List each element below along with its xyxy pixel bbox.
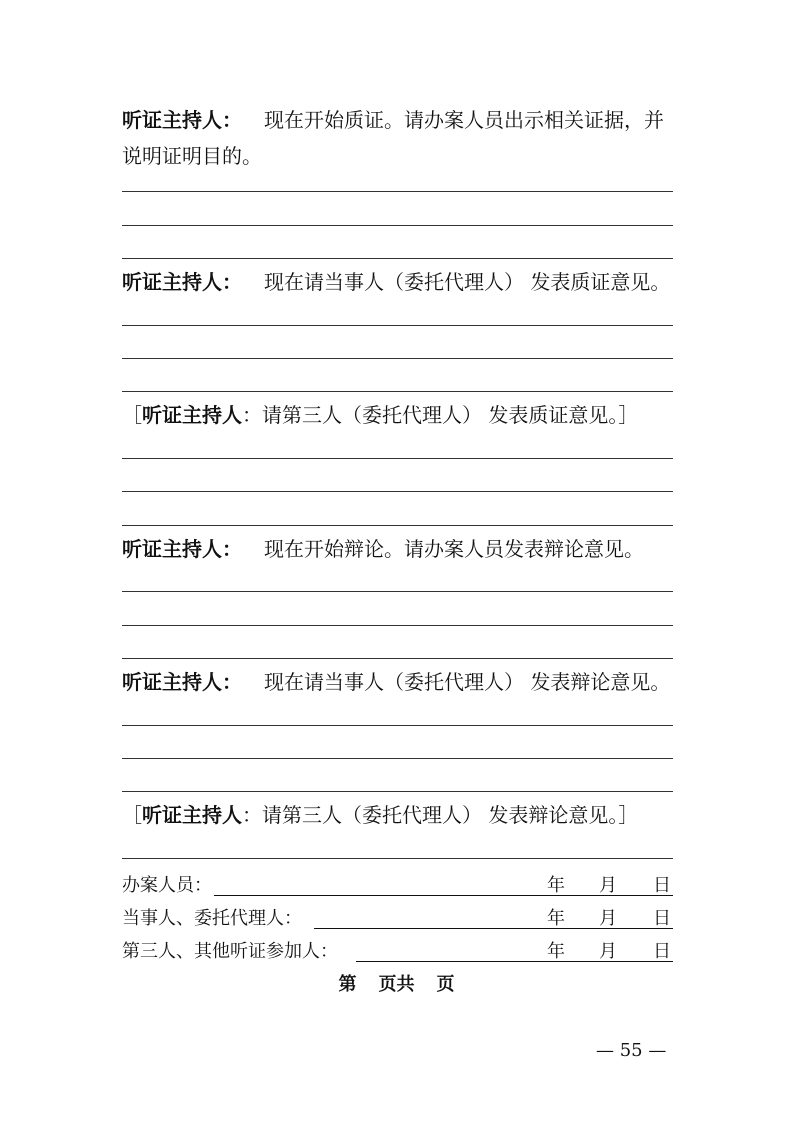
signature-label: 第三人、其他听证参加人：	[122, 941, 338, 962]
year-label: 年	[547, 941, 565, 962]
signature-field[interactable]	[314, 902, 673, 929]
bracket-open: ［	[122, 803, 142, 827]
month-label: 月	[599, 875, 617, 896]
blank-line	[122, 525, 673, 526]
blank-line	[122, 858, 673, 859]
colon: ：	[242, 403, 262, 427]
signature-field[interactable]	[356, 935, 673, 962]
speaker-label: 听证主持人：	[122, 108, 242, 132]
year-label: 年	[547, 908, 565, 929]
speaker-label: 听证主持人：	[122, 670, 242, 694]
signature-row-party	[122, 902, 673, 932]
speaker-label: 听证主持人：	[122, 537, 242, 561]
section-text: 现在请当事人（委托代理人） 发表辩论意见。	[264, 670, 671, 694]
section-6	[122, 797, 678, 833]
section-1	[122, 102, 678, 138]
bracket-close: ］	[618, 403, 639, 427]
bracket-open: ［	[122, 403, 142, 427]
section-3	[122, 397, 678, 433]
day-label: 日	[653, 941, 671, 962]
blank-line	[122, 225, 673, 226]
section-text: 现在开始质证。请办案人员出示相关证据，并	[264, 108, 664, 132]
blank-line	[122, 325, 673, 326]
signature-row-third-party	[122, 935, 673, 965]
section-text: 请第三人（委托代理人） 发表质证意见。	[262, 403, 619, 427]
month-label: 月	[599, 908, 617, 929]
section-2	[122, 264, 678, 300]
footer-di: 第	[338, 974, 357, 995]
colon: ：	[242, 803, 262, 827]
footer-ye: 页	[436, 974, 455, 995]
day-label: 日	[653, 908, 671, 929]
speaker-label: 听证主持人	[142, 403, 242, 427]
blank-line	[122, 591, 673, 592]
blank-line	[122, 191, 673, 192]
section-4	[122, 531, 678, 567]
blank-line	[122, 491, 673, 492]
section-text: 说明证明目的。	[122, 144, 262, 168]
section-text: 请第三人（委托代理人） 发表辩论意见。	[262, 803, 619, 827]
page-number: — 55 —	[596, 1040, 667, 1061]
blank-line	[122, 391, 673, 392]
blank-line	[122, 725, 673, 726]
signature-label: 办案人员：	[122, 875, 212, 896]
speaker-label: 听证主持人	[142, 803, 242, 827]
section-text: 现在请当事人（委托代理人） 发表质证意见。	[264, 270, 671, 294]
section-5	[122, 664, 678, 700]
signature-label: 当事人、委托代理人：	[122, 908, 302, 929]
bracket-close: ］	[618, 803, 639, 827]
section-1-line2	[122, 138, 678, 174]
blank-line	[122, 791, 673, 792]
blank-line	[122, 258, 673, 259]
blank-line	[122, 758, 673, 759]
blank-line	[122, 658, 673, 659]
day-label: 日	[653, 875, 671, 896]
year-label: 年	[547, 875, 565, 896]
footer-ye-gong: 页共	[378, 974, 415, 995]
month-label: 月	[599, 941, 617, 962]
page-footer	[0, 970, 793, 996]
blank-line	[122, 358, 673, 359]
blank-line	[122, 625, 673, 626]
blank-line	[122, 458, 673, 459]
signature-row-case-handler	[122, 869, 673, 899]
speaker-label: 听证主持人：	[122, 270, 242, 294]
section-text: 现在开始辩论。请办案人员发表辩论意见。	[264, 537, 644, 561]
